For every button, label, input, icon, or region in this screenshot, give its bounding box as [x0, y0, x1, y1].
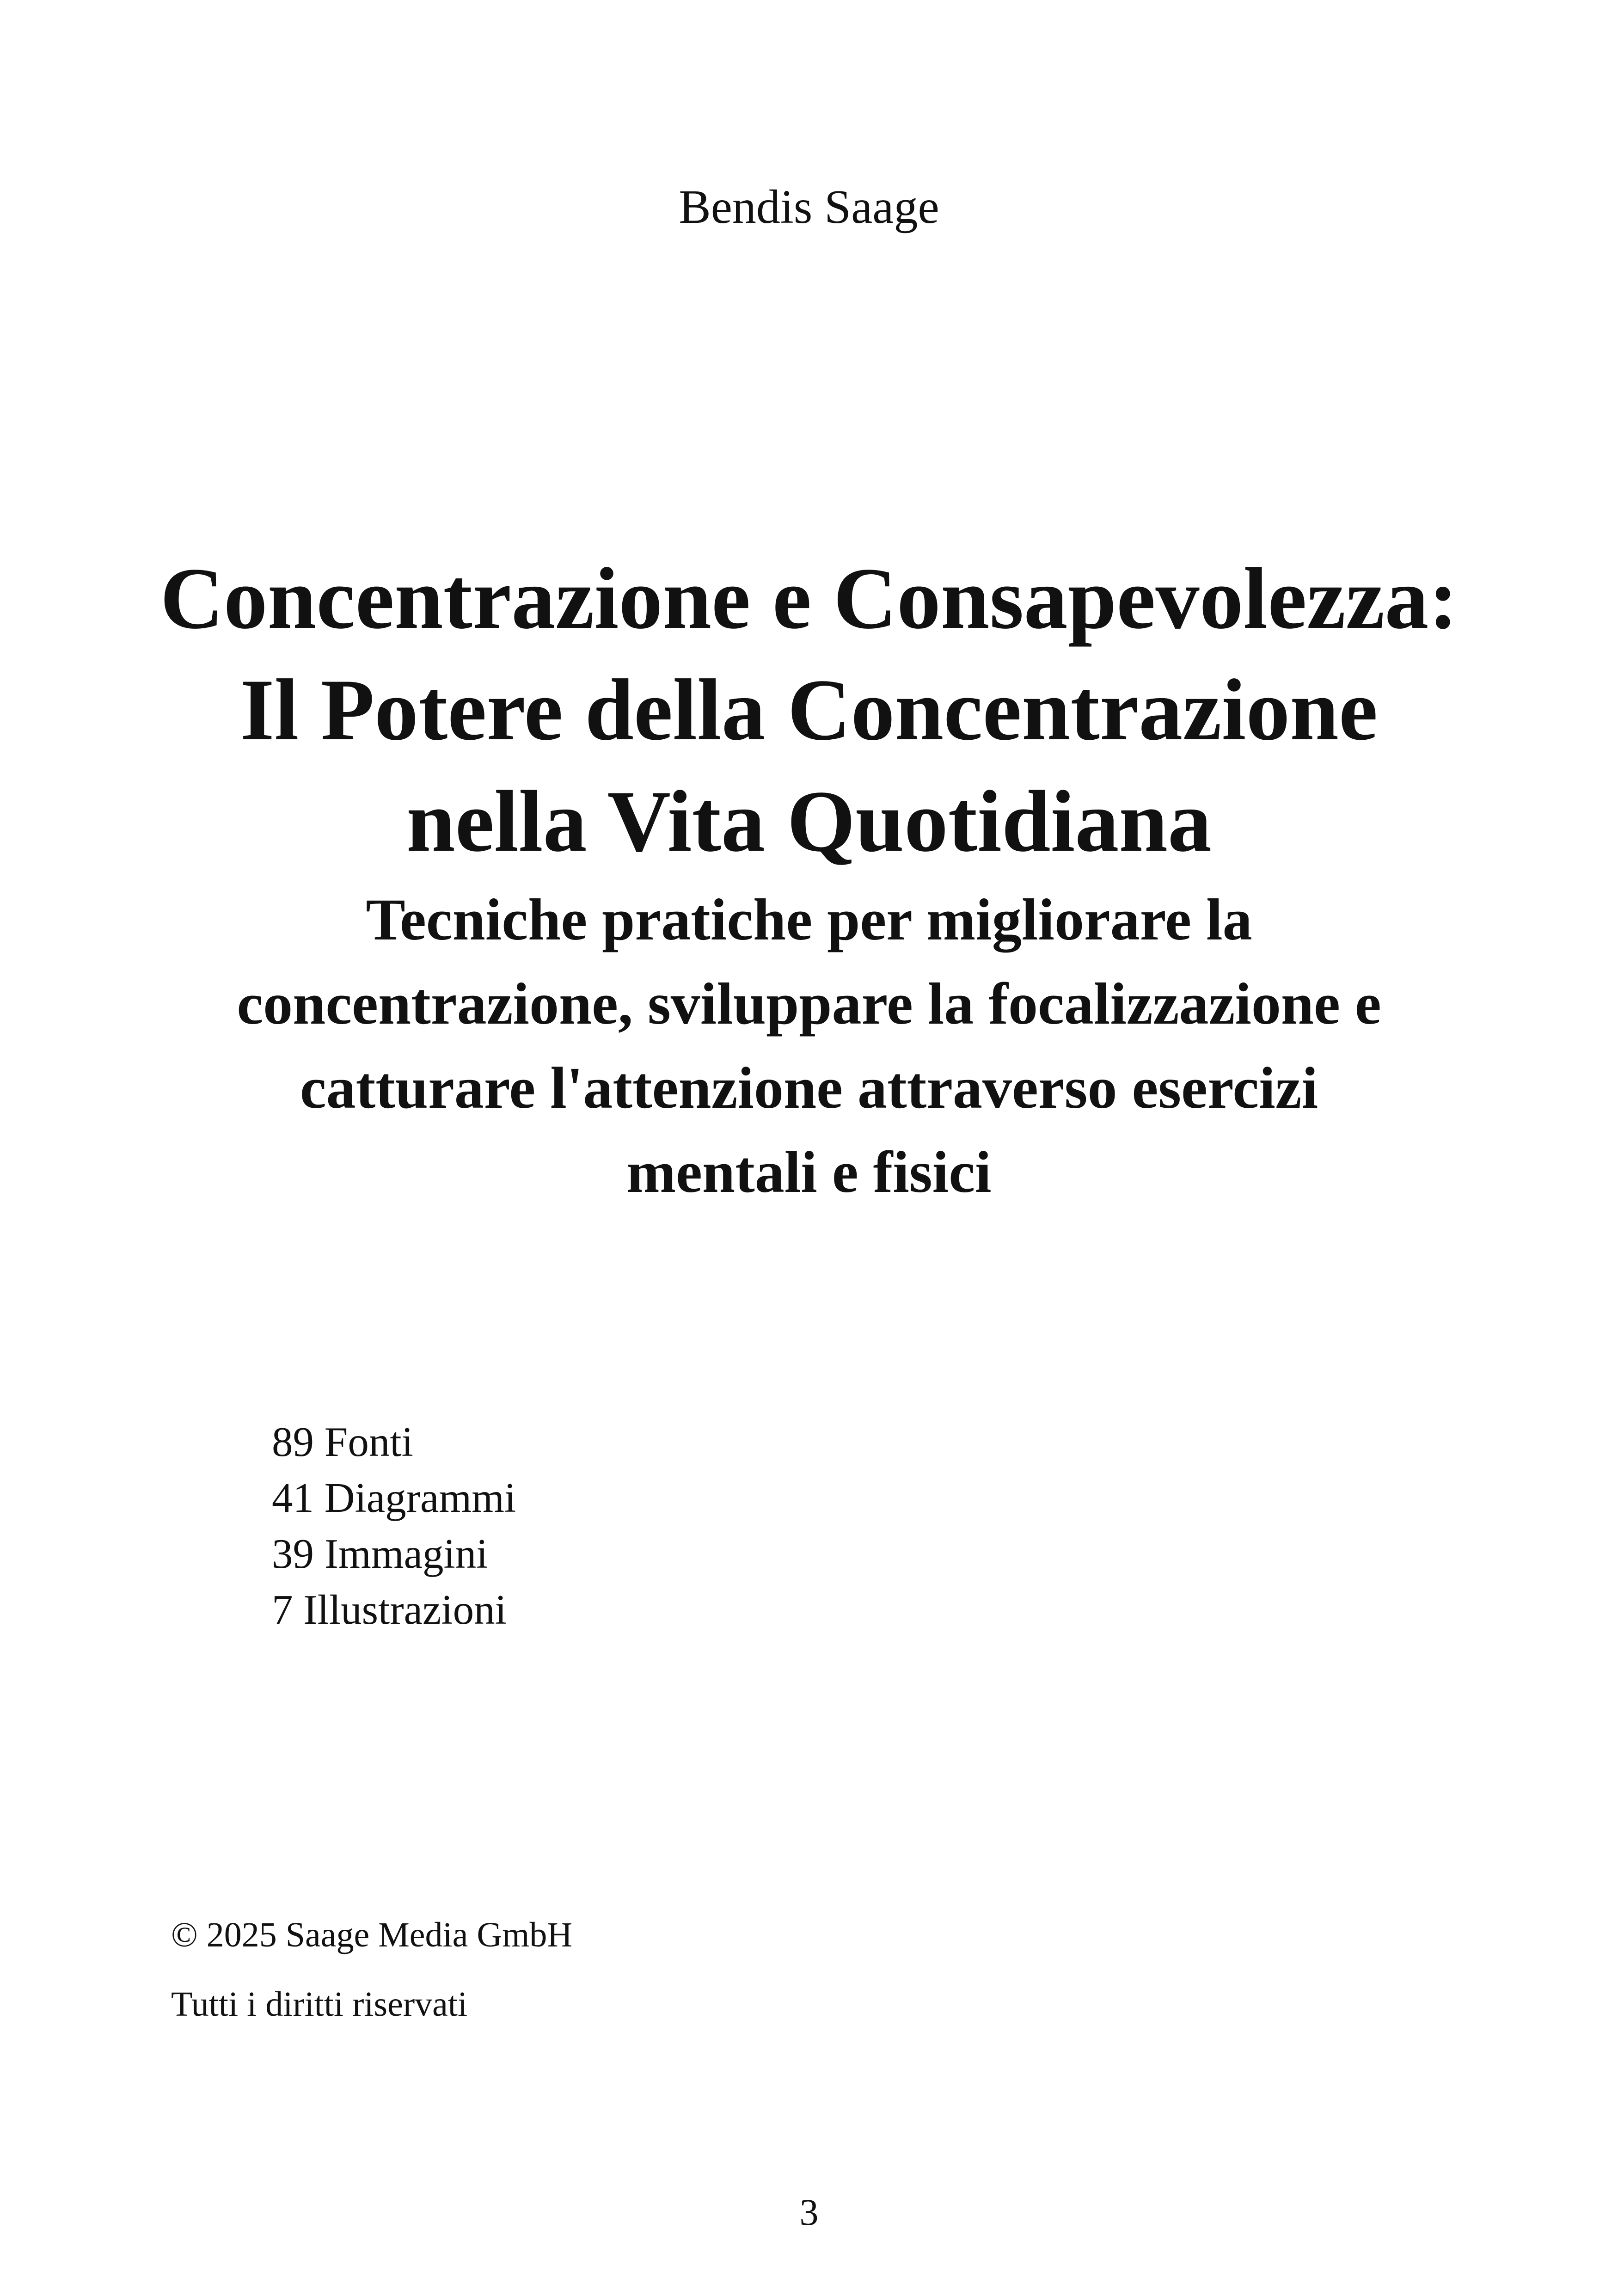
- book-title: [92, 543, 1526, 878]
- subtitle-line: concentrazione, sviluppare la focalizzazione e: [237, 971, 1381, 1037]
- rights-notice: Tutti i diritti riservati: [171, 1985, 468, 2024]
- stat-images: 39 Immagini: [272, 1530, 488, 1577]
- stat-diagrams: 41 Diagrammi: [272, 1474, 516, 1521]
- title-line: Il Potere della Concentrazione: [240, 662, 1378, 759]
- author-name: Bendis Saage: [679, 180, 939, 233]
- title-line: Concentrazione e Consapevolezza:: [160, 550, 1458, 647]
- stat-illustrations: 7 Illustrazioni: [272, 1586, 507, 1633]
- content-stats-list: [272, 1414, 516, 1638]
- subtitle-line: Tecniche pratiche per migliorare la: [366, 887, 1252, 952]
- title-block: [92, 543, 1526, 1214]
- subtitle-line: catturare l'attenzione attraverso esercizi: [300, 1055, 1318, 1121]
- stat-sources: 89 Fonti: [272, 1418, 413, 1465]
- title-line: nella Vita Quotidiana: [406, 773, 1212, 870]
- book-subtitle: [92, 878, 1526, 1214]
- subtitle-line: mentali e fisici: [626, 1139, 992, 1205]
- copyright-notice: © 2025 Saage Media GmbH: [171, 1915, 573, 1954]
- page-number: 3: [799, 2191, 819, 2233]
